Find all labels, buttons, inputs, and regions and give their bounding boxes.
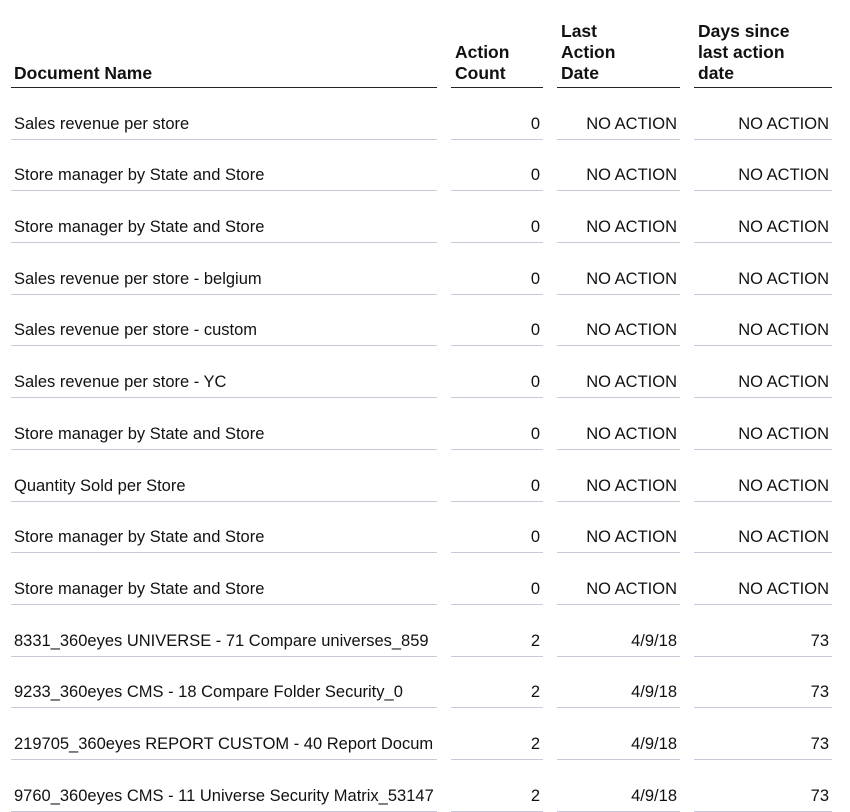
cell-last-action-date: NO ACTION <box>557 215 680 243</box>
table-row <box>0 605 850 657</box>
cell-action-count: 2 <box>451 680 543 708</box>
header-days-since-last-action: Days since last action date <box>694 0 832 88</box>
cell-document-name: Store manager by State and Store <box>11 525 437 553</box>
cell-days-since: NO ACTION <box>694 525 832 553</box>
cell-days-since: NO ACTION <box>694 422 832 450</box>
cell-days-since: 73 <box>694 680 832 708</box>
cell-action-count: 0 <box>451 577 543 605</box>
header-document-name: Document Name <box>11 0 437 88</box>
cell-action-count: 2 <box>451 629 543 657</box>
cell-days-since: NO ACTION <box>694 163 832 191</box>
cell-document-name: 8331_360eyes UNIVERSE - 71 Compare universes_859 <box>11 629 437 657</box>
cell-action-count: 0 <box>451 422 543 450</box>
cell-days-since: NO ACTION <box>694 267 832 295</box>
table-row <box>0 760 850 812</box>
cell-last-action-date: 4/9/18 <box>557 732 680 760</box>
cell-action-count: 0 <box>451 163 543 191</box>
cell-last-action-date: NO ACTION <box>557 112 680 140</box>
cell-last-action-date: NO ACTION <box>557 422 680 450</box>
cell-action-count: 0 <box>451 525 543 553</box>
cell-action-count: 0 <box>451 370 543 398</box>
cell-last-action-date: NO ACTION <box>557 474 680 502</box>
cell-document-name: Store manager by State and Store <box>11 215 437 243</box>
cell-last-action-date: 4/9/18 <box>557 629 680 657</box>
cell-document-name: Sales revenue per store <box>11 112 437 140</box>
header-last-action-date: Last Action Date <box>557 0 680 88</box>
table-row <box>0 88 850 140</box>
table-row <box>0 295 850 347</box>
cell-action-count: 0 <box>451 474 543 502</box>
cell-document-name: Store manager by State and Store <box>11 422 437 450</box>
cell-document-name: 219705_360eyes REPORT CUSTOM - 40 Report Docum <box>11 732 437 760</box>
cell-days-since: 73 <box>694 784 832 812</box>
cell-document-name: 9760_360eyes CMS - 11 Universe Security Matrix_53147 <box>11 784 437 812</box>
table-row <box>0 243 850 295</box>
table-row <box>0 553 850 605</box>
cell-document-name: Sales revenue per store - belgium <box>11 267 437 295</box>
cell-days-since: NO ACTION <box>694 112 832 140</box>
cell-action-count: 2 <box>451 784 543 812</box>
cell-last-action-date: 4/9/18 <box>557 784 680 812</box>
cell-last-action-date: NO ACTION <box>557 577 680 605</box>
cell-last-action-date: NO ACTION <box>557 267 680 295</box>
cell-action-count: 2 <box>451 732 543 760</box>
cell-days-since: 73 <box>694 732 832 760</box>
cell-last-action-date: NO ACTION <box>557 318 680 346</box>
cell-days-since: NO ACTION <box>694 318 832 346</box>
cell-document-name: Store manager by State and Store <box>11 163 437 191</box>
cell-document-name: Sales revenue per store - custom <box>11 318 437 346</box>
table-row <box>0 502 850 554</box>
cell-days-since: NO ACTION <box>694 370 832 398</box>
table-row <box>0 140 850 192</box>
cell-last-action-date: NO ACTION <box>557 370 680 398</box>
table-header <box>0 0 850 90</box>
cell-days-since: NO ACTION <box>694 577 832 605</box>
cell-document-name: Sales revenue per store - YC <box>11 370 437 398</box>
table-row <box>0 191 850 243</box>
table-row <box>0 450 850 502</box>
cell-action-count: 0 <box>451 215 543 243</box>
cell-last-action-date: NO ACTION <box>557 525 680 553</box>
table-body <box>0 88 850 812</box>
cell-days-since: 73 <box>694 629 832 657</box>
cell-action-count: 0 <box>451 318 543 346</box>
cell-document-name: Store manager by State and Store <box>11 577 437 605</box>
table-row <box>0 657 850 709</box>
header-action-count: Action Count <box>451 0 543 88</box>
table-row <box>0 398 850 450</box>
cell-action-count: 0 <box>451 267 543 295</box>
table-row <box>0 346 850 398</box>
cell-days-since: NO ACTION <box>694 215 832 243</box>
cell-action-count: 0 <box>451 112 543 140</box>
table-row <box>0 708 850 760</box>
cell-days-since: NO ACTION <box>694 474 832 502</box>
cell-document-name: 9233_360eyes CMS - 18 Compare Folder Security_0 <box>11 680 437 708</box>
cell-last-action-date: 4/9/18 <box>557 680 680 708</box>
cell-last-action-date: NO ACTION <box>557 163 680 191</box>
cell-document-name: Quantity Sold per Store <box>11 474 437 502</box>
